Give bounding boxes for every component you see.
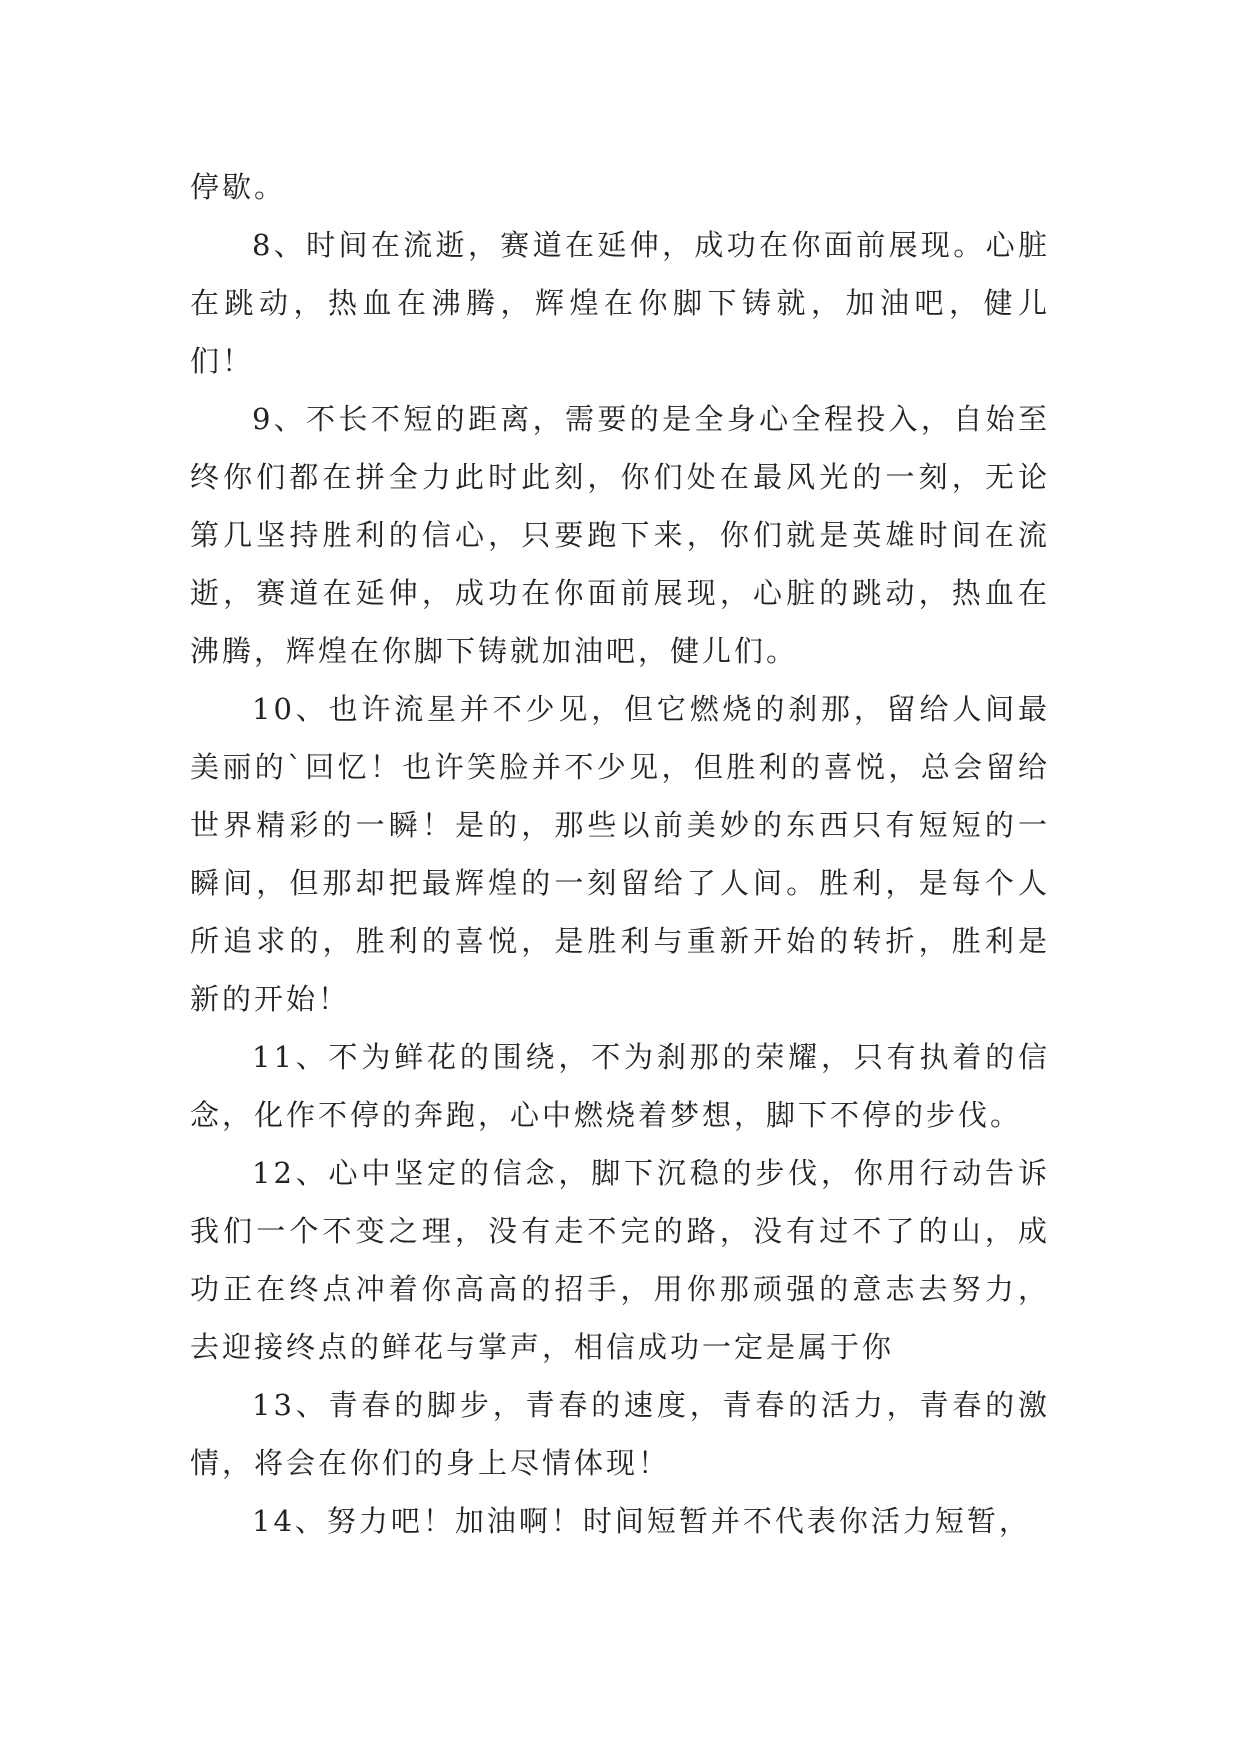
paragraph-item-8: 8、时间在流逝，赛道在延伸，成功在你面前展现。心脏在跳动，热血在沸腾，辉煌在你脚下铸就，加油吧，健儿们！ bbox=[190, 228, 1050, 378]
paragraph-item-9: 9、不长不短的距离，需要的是全身心全程投入，自始至终你们都在拼全力此时此刻，你们处在最风光的一刻，无论第几坚持胜利的信心，只要跑下来，你们就是英雄时间在流逝，赛道在延伸，成功在你面前展现，心脏的跳动，热血在沸腾，辉煌在你脚下铸就加油吧，健儿们。 bbox=[190, 402, 1050, 668]
paragraph-continuation: 停歇。 bbox=[190, 170, 287, 204]
paragraph-item-14: 14、努力吧！加油啊！时间短暂并不代表你活力短暂， bbox=[252, 1504, 1031, 1538]
paragraph-item-10: 10、也许流星并不少见，但它燃烧的刹那，留给人间最美丽的`回忆！也许笑脸并不少见，但胜利的喜悦，总会留给世界精彩的一瞬！是的，那些以前美妙的东西只有短短的一瞬间，但那却把最辉煌的一刻留给了人间。胜利，是每个人所追求的，胜利的喜悦，是胜利与重新开始的转折，胜利是新的开始！ bbox=[190, 692, 1050, 1016]
paragraph-item-12: 12、心中坚定的信念，脚下沉稳的步伐，你用行动告诉我们一个不变之理，没有走不完的路，没有过不了的山，成功正在终点冲着你高高的招手，用你那顽强的意志去努力，去迎接终点的鲜花与掌声，相信成功一定是属于你 bbox=[190, 1156, 1050, 1364]
paragraph-item-11: 11、不为鲜花的围绕，不为刹那的荣耀，只有执着的信念，化作不停的奔跑，心中燃烧着梦想，脚下不停的步伐。 bbox=[190, 1040, 1050, 1132]
document-page bbox=[190, 158, 1050, 1550]
paragraph-item-13: 13、青春的脚步，青春的速度，青春的活力，青春的激情，将会在你们的身上尽情体现！ bbox=[190, 1388, 1050, 1480]
